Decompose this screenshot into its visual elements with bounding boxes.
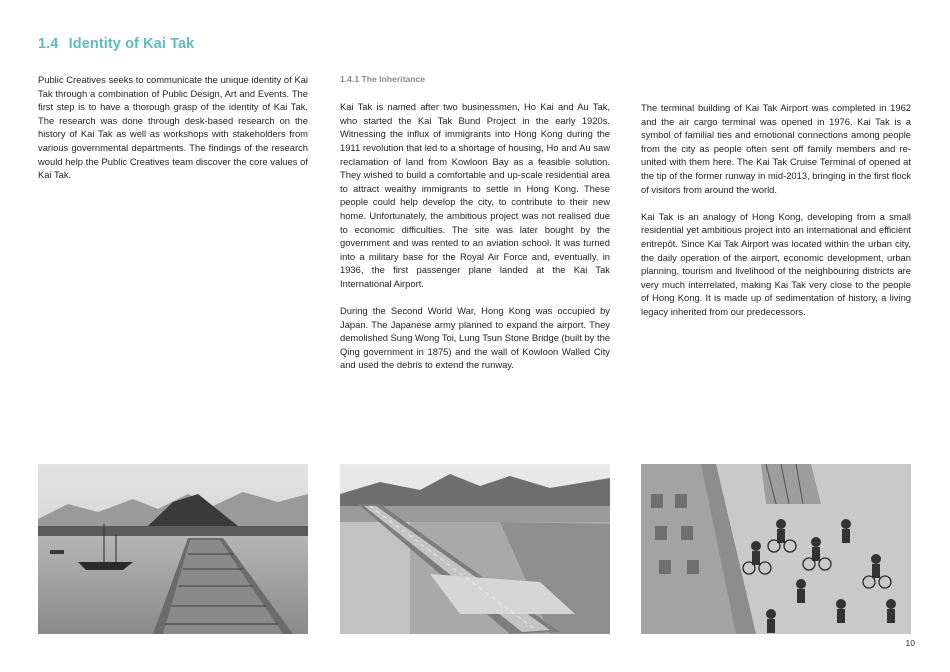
paragraph: Kai Tak is an analogy of Hong Kong, developing from a small residential yet ambitious project into an international and efficient entrepôt. Since Kai Tak Airport was located within the urban city, the daily operation of the airport, economic development, urban planning, tourism and livelihood of the neighbouring districts are very much interrelated, making Kai Tak very close to the people of Hong Kong. It is made up of sedimentation of history, a living legacy inherited from our predecessors. xyxy=(641,210,911,317)
section-number: 1.4 xyxy=(38,36,59,52)
intro-paragraph: Public Creatives seeks to communicate the unique identity of Kai Tak through a combination of Public Design, Art and Events. The first step is to have a thorough grasp of the identity of Kai Tak. The research was done through desk-based research on the history of Kai Tak as well as workshops with stakeholders from various governmental departments. The findings of the research would help the Public Creatives team discover the core values of Kai Tak. xyxy=(38,74,308,181)
intro-column xyxy=(38,73,308,195)
photo-children-playing xyxy=(641,464,911,634)
paragraph: Kai Tak is named after two businessmen, Ho Kai and Au Tak, who started the Kai Tak Bund Project in the early 1920s. Witnessing the influx of immigrants into Hong Kong during the 1911 revolution that led to a shortage of housing, Ho and Au saw reclamation of land from Kowloon Bay as a feasible solution. They wished to build a comfortable and up-scale residential area to attract wealthy immigrants to settle in Hong Kong. These people could help develop the city, to contribute to their new home. Unfortunately, the ambitious project was not realised due to economic difficulties. The site was later bought by the government and was rented to an aviation school. It was turned into a military base for the Royal Air Force and, eventually, in 1936, the first passenger plane landed at the Kai Tak International Airport. xyxy=(340,101,610,289)
page-number: 10 xyxy=(905,638,915,648)
continuation-column xyxy=(641,101,911,332)
paragraph: The terminal building of Kai Tak Airport was completed in 1962 and the air cargo terminal was opened in 1976. Kai Tak is a symbol of familial ties and emotional connections among people from the city as people often sent off family members and re-united with them here. The Kai Tak Cruise Terminal of opened at the tip of the former runway in mid-2013, bringing in the first flock of visitors from around the world. xyxy=(641,102,911,195)
photo-aerial-runway xyxy=(340,464,610,634)
section-heading xyxy=(38,36,194,52)
inheritance-column xyxy=(340,73,610,386)
paragraph: During the Second World War, Hong Kong was occupied by Japan. The Japanese army planned to expand the airport. They demolished Sung Wong Toi, Lung Tsun Stone Bridge (built by the Qing government in 1875) and the wall of Kowloon Walled City and used the debris to extend the runway. xyxy=(340,305,610,371)
section-title: Identity of Kai Tak xyxy=(68,36,195,52)
photo-historic-pier xyxy=(38,464,308,634)
subsection-title: 1.4.1 The Inheritance xyxy=(340,74,426,84)
